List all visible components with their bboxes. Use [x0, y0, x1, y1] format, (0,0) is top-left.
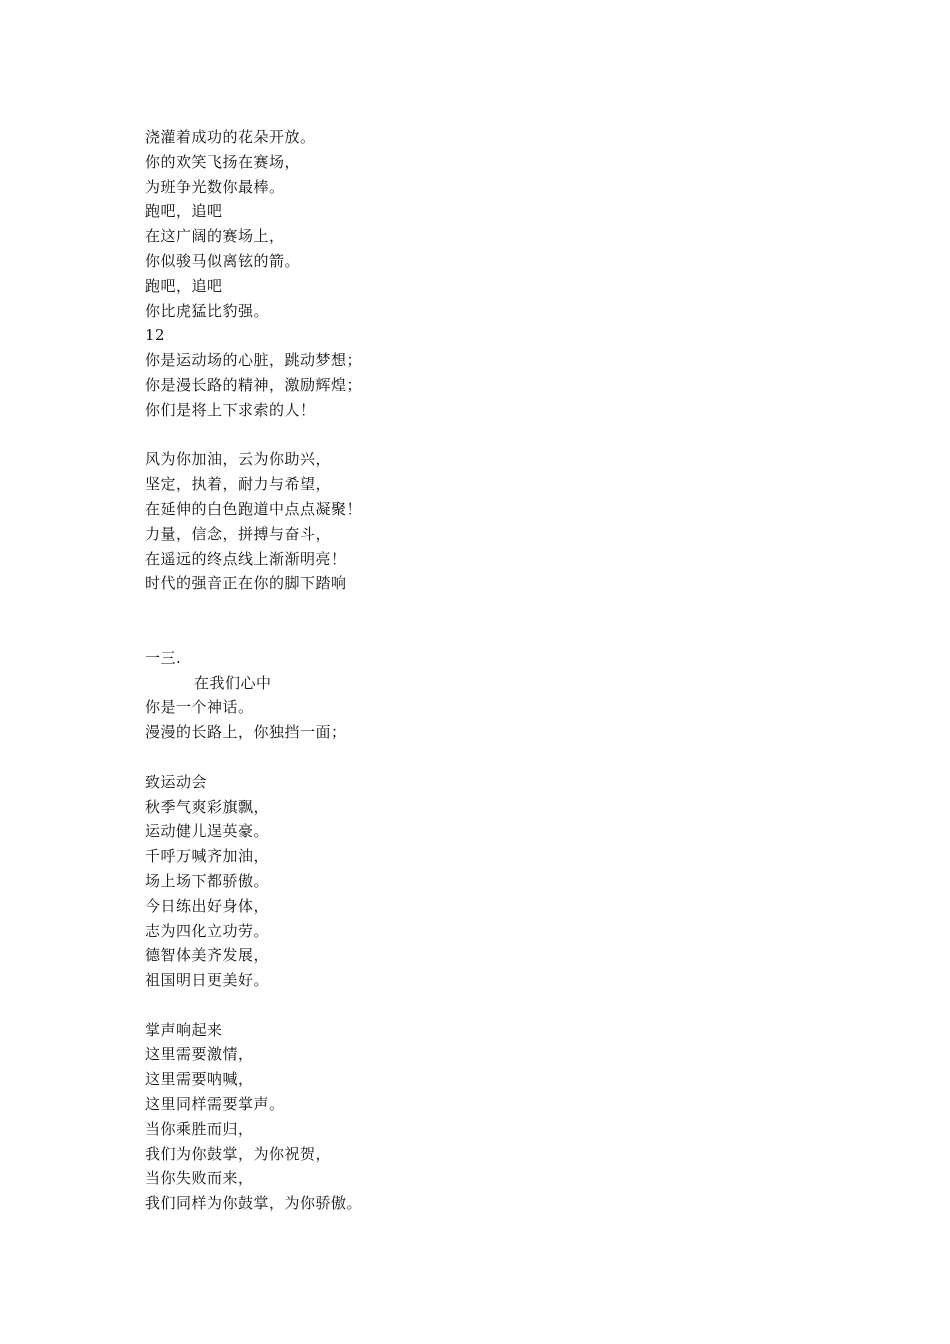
text-line: 漫漫的长路上，你独挡一面；	[145, 723, 347, 742]
poem-section-3	[145, 646, 845, 745]
text-line: 你是漫长路的精神，激励辉煌；	[145, 375, 363, 394]
blank-line	[145, 993, 845, 1018]
text-line: 你们是将上下求索的人！	[145, 400, 316, 419]
blank-line	[145, 745, 845, 770]
text-line: 在遥远的终点线上渐渐明亮！	[145, 549, 347, 568]
text-line: 跑吧，追吧	[145, 276, 223, 295]
text-line: 在这广阔的赛场上，	[145, 227, 285, 246]
text-line: 力量，信念，拼搏与奋斗，	[145, 524, 332, 543]
poem-text	[145, 125, 845, 1216]
text-line: 当你乘胜而归，	[145, 1119, 254, 1138]
text-line: 这里需要呐喊，	[145, 1070, 254, 1089]
text-line: 我们同样为你鼓掌，为你骄傲。	[145, 1194, 363, 1213]
text-line: 千呼万喊齐加油，	[145, 847, 270, 866]
section-number: 一三.	[145, 648, 182, 667]
poem-section-5	[145, 1018, 845, 1216]
poem-section-1	[145, 125, 845, 423]
text-line: 浇灌着成功的花朵开放。	[145, 128, 316, 146]
text-line: 为班争光数你最棒。	[145, 177, 285, 196]
text-line: 时代的强音正在你的脚下踏响	[145, 574, 347, 593]
poem-title: 掌声响起来	[145, 1020, 223, 1039]
text-line: 场上场下都骄傲。	[145, 871, 270, 890]
text-line: 志为四化立功劳。	[145, 921, 270, 940]
text-line: 你比虎猛比豹强。	[145, 301, 270, 320]
text-line: 运动健儿逞英豪。	[145, 822, 270, 841]
blank-line	[145, 423, 845, 448]
text-line: 我们为你鼓掌，为你祝贺，	[145, 1144, 332, 1163]
text-line: 当你失败而来，	[145, 1169, 254, 1188]
text-line: 你的欢笑飞扬在赛场，	[145, 152, 301, 171]
poem-section-2	[145, 447, 845, 596]
text-line: 秋季气爽彩旗飘，	[145, 797, 270, 816]
text-line: 坚定，执着，耐力与希望，	[145, 475, 332, 494]
text-line: 你是一个神话。	[145, 698, 254, 717]
section-number: 12	[145, 326, 166, 345]
poem-section-4	[145, 770, 845, 993]
text-line: 跑吧，追吧	[145, 202, 223, 221]
poem-title: 致运动会	[145, 772, 208, 791]
text-line: 在延伸的白色跑道中点点凝聚！	[145, 499, 363, 518]
text-line: 风为你加油，云为你助兴，	[145, 450, 332, 469]
poem-title: 在我们心中	[194, 673, 272, 692]
blank-line	[145, 596, 845, 646]
text-line: 今日练出好身体，	[145, 896, 270, 915]
text-line: 这里同样需要掌声。	[145, 1095, 285, 1114]
text-line: 你是运动场的心脏，跳动梦想；	[145, 351, 363, 370]
text-line: 德智体美齐发展，	[145, 946, 270, 965]
text-line: 你似骏马似离铉的箭。	[145, 251, 301, 270]
text-line: 这里需要激情，	[145, 1045, 254, 1064]
text-line: 祖国明日更美好。	[145, 971, 270, 990]
